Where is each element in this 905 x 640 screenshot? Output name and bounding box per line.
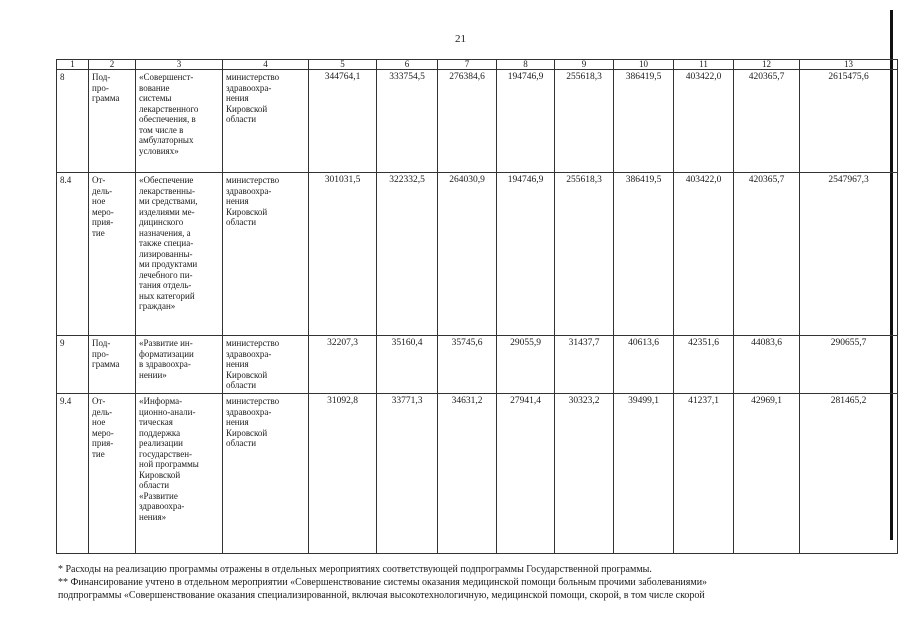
header-cell: 13 [800, 60, 898, 70]
table-row [57, 394, 898, 554]
row-value-cell: 386419,5 [614, 173, 674, 336]
row-value-cell: 403422,0 [674, 173, 734, 336]
row-value-cell: 30323,2 [555, 394, 614, 554]
row-value-cell: 264030,9 [438, 173, 497, 336]
row-value-cell: 27941,4 [497, 394, 555, 554]
row-value-cell: 40613,6 [614, 336, 674, 394]
row-value-cell: 35745,6 [438, 336, 497, 394]
row-type-cell: Под- про- грамма [89, 336, 136, 394]
row-value-cell: 44083,6 [734, 336, 800, 394]
row-value-cell: 39499,1 [614, 394, 674, 554]
row-executor-cell: министерство здравоохра- нения Кировской области [223, 173, 309, 336]
row-value-cell: 34631,2 [438, 394, 497, 554]
header-cell: 2 [89, 60, 136, 70]
header-cell: 9 [555, 60, 614, 70]
row-value-cell: 420365,7 [734, 173, 800, 336]
row-name-cell: «Информа- ционно-анали- тическая поддержка реализации государствен- ной программы Кировской области «Развитие здравоохра- нения» [136, 394, 223, 554]
row-value-cell: 290655,7 [800, 336, 898, 394]
row-value-cell: 255618,3 [555, 70, 614, 173]
row-value-cell: 31437,7 [555, 336, 614, 394]
table-row [57, 70, 898, 173]
row-executor-cell: министерство здравоохра- нения Кировской области [223, 394, 309, 554]
row-value-cell: 301031,5 [309, 173, 377, 336]
header-cell: 11 [674, 60, 734, 70]
row-value-cell: 33771,3 [377, 394, 438, 554]
row-value-cell: 255618,3 [555, 173, 614, 336]
row-type-cell: Под- про- грамма [89, 70, 136, 173]
row-value-cell: 42351,6 [674, 336, 734, 394]
row-code-cell: 8.4 [57, 173, 89, 336]
page-number: 21 [455, 33, 466, 45]
row-value-cell: 35160,4 [377, 336, 438, 394]
row-value-cell: 333754,5 [377, 70, 438, 173]
header-cell: 1 [57, 60, 89, 70]
table-row [57, 336, 898, 394]
row-code-cell: 8 [57, 70, 89, 173]
row-value-cell: 42969,1 [734, 394, 800, 554]
row-value-cell: 2615475,6 [800, 70, 898, 173]
row-value-cell: 31092,8 [309, 394, 377, 554]
header-cell: 4 [223, 60, 309, 70]
row-value-cell: 403422,0 [674, 70, 734, 173]
header-cell: 10 [614, 60, 674, 70]
row-code-cell: 9 [57, 336, 89, 394]
footnote-2: ** Финансирование учтено в отдельном мероприятии «Совершенствование системы оказания медицинской помощи больным прочими заболеваниями» [58, 577, 708, 589]
row-value-cell: 29055,9 [497, 336, 555, 394]
row-type-cell: От- дель- ное меро- прия- тие [89, 173, 136, 336]
row-type-cell: От- дель- ное меро- прия- тие [89, 394, 136, 554]
row-value-cell: 194746,9 [497, 70, 555, 173]
header-cell: 7 [438, 60, 497, 70]
row-value-cell: 386419,5 [614, 70, 674, 173]
header-cell: 6 [377, 60, 438, 70]
row-value-cell: 344764,1 [309, 70, 377, 173]
row-name-cell: «Совершенст- вование системы лекарственного обеспечения, в том числе в амбулаторных условиях» [136, 70, 223, 173]
header-cell: 12 [734, 60, 800, 70]
row-value-cell: 194746,9 [497, 173, 555, 336]
row-name-cell: «Обеспечение лекарственны- ми средствами, изделиями ме- дицинского назначения, а также специа- лизированны- ми продуктами лечебного пи- тания отдель- ных категорий граждан» [136, 173, 223, 336]
budget-table [56, 59, 898, 554]
row-value-cell: 32207,3 [309, 336, 377, 394]
header-cell: 8 [497, 60, 555, 70]
header-cell: 3 [136, 60, 223, 70]
row-code-cell: 9.4 [57, 394, 89, 554]
row-value-cell: 322332,5 [377, 173, 438, 336]
row-value-cell: 2547967,3 [800, 173, 898, 336]
header-cell: 5 [309, 60, 377, 70]
footnotes [58, 563, 894, 603]
table-header-row [57, 60, 898, 70]
row-value-cell: 281465,2 [800, 394, 898, 554]
row-executor-cell: министерство здравоохра- нения Кировской области [223, 70, 309, 173]
row-name-cell: «Развитие ин- форматизации в здравоохра- нении» [136, 336, 223, 394]
table-row [57, 173, 898, 336]
row-value-cell: 41237,1 [674, 394, 734, 554]
row-value-cell: 420365,7 [734, 70, 800, 173]
footnote-3: подпрограммы «Совершенствование оказания специализированной, включая высокотехнологичную, медицинской помощи, скорой, в том числе скорой [58, 590, 705, 602]
footnote-1: * Расходы на реализацию программы отражены в отдельных мероприятиях соответствующей подпрограммы Государственной программы. [58, 564, 652, 575]
row-executor-cell: министерство здравоохра- нения Кировской области [223, 336, 309, 394]
row-value-cell: 276384,6 [438, 70, 497, 173]
